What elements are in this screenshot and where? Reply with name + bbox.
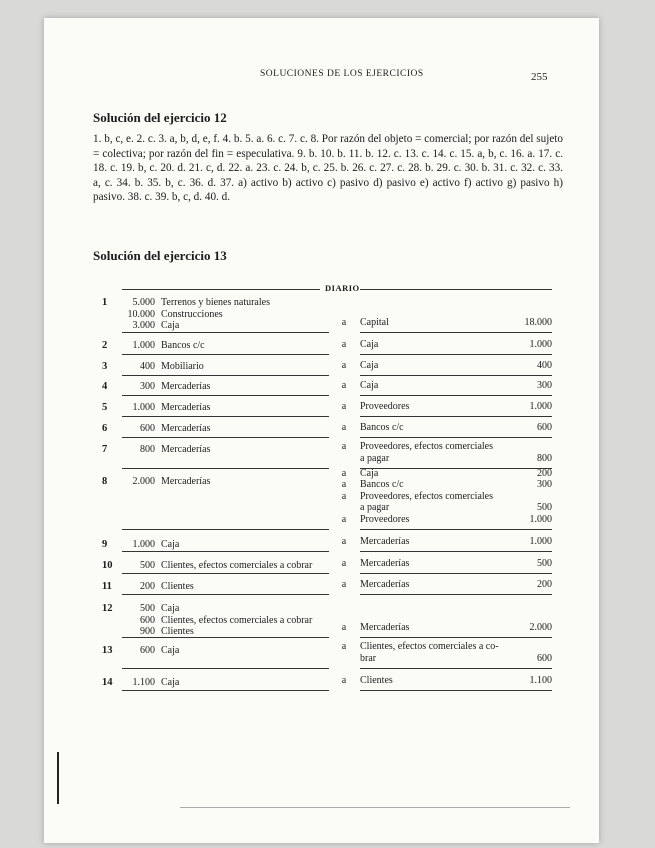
debit-line (122, 539, 330, 551)
entry-number: 13 (102, 645, 113, 656)
debit-lines (122, 297, 330, 332)
section-12-title: Solución del ejercicio 12 (93, 110, 227, 125)
debit-lines (122, 402, 330, 414)
credit-amount: 600 (537, 421, 552, 433)
credit-lines (360, 441, 552, 464)
debit-account: Mercaderías (161, 476, 211, 487)
credit-lines (360, 675, 552, 687)
credit-lines (360, 339, 552, 351)
entry-rule-right (360, 375, 552, 376)
credit-line (360, 422, 552, 434)
entry-rule-right (360, 529, 552, 530)
credit-account: a pagar (360, 452, 390, 464)
debit-amount: 10.000 (127, 308, 155, 320)
debit-account: Clientes, efectos comerciales a cobrar (161, 560, 313, 571)
credit-account: Bancos c/c (360, 421, 404, 433)
diario-rule-right (360, 289, 552, 290)
entry-number: 14 (102, 677, 113, 688)
entry-rule-left (122, 551, 329, 552)
debit-line (122, 560, 330, 572)
debit-line (122, 320, 330, 332)
debit-line (122, 361, 330, 373)
credit-account: a pagar (360, 502, 390, 513)
debit-account: Mobiliario (161, 361, 204, 372)
credit-account: Clientes, efectos comerciales a co- (360, 641, 499, 652)
debit-line (122, 581, 330, 593)
credit-lines (360, 579, 552, 591)
entry-rule-left (122, 668, 329, 669)
entry-rule-right (360, 354, 552, 355)
entry-rule-right (360, 416, 552, 417)
a-marker: a (341, 359, 347, 371)
credit-lines (360, 422, 552, 434)
entry-number: 1 (102, 297, 108, 308)
credit-line (360, 339, 552, 351)
debit-amount: 3.000 (132, 320, 155, 331)
section-12-answers (93, 132, 563, 205)
credit-amount: 400 (537, 359, 552, 371)
debit-line (122, 476, 330, 488)
debit-lines (122, 581, 330, 593)
page-number: 255 (531, 71, 548, 83)
debit-account: Caja (161, 677, 180, 688)
debit-amount: 5.000 (132, 297, 155, 308)
credit-line (360, 579, 552, 591)
debit-line (122, 615, 330, 627)
debit-amount: 400 (140, 361, 155, 372)
credit-account: Mercaderías (360, 578, 410, 590)
entry-number: 9 (102, 539, 108, 550)
credit-amount: 200 (537, 467, 552, 479)
entry-number: 5 (102, 402, 108, 413)
debit-account: Mercaderías (161, 444, 211, 455)
running-header: SOLUCIONES DE LOS EJERCICIOS (260, 69, 424, 79)
a-marker: a (341, 641, 347, 652)
credit-amount (507, 641, 552, 653)
debit-lines (122, 539, 330, 551)
entry-number: 2 (102, 340, 108, 351)
entry-rule-left (122, 437, 329, 438)
credit-line (360, 317, 552, 329)
debit-account: Caja (161, 603, 180, 614)
debit-lines (122, 423, 330, 435)
debit-lines (122, 476, 330, 488)
a-marker: a (341, 557, 347, 569)
debit-account: Clientes, efectos comerciales a cobrar (161, 614, 313, 626)
credit-account: Proveedores (360, 400, 410, 412)
entry-rule-left (122, 594, 329, 595)
entry-rule-right (360, 551, 552, 552)
entry-rule-right (360, 690, 552, 691)
debit-account: Clientes (161, 581, 194, 592)
debit-lines (122, 560, 330, 572)
debit-account: Mercaderías (161, 381, 211, 392)
credit-amount: 600 (537, 652, 552, 664)
debit-account: Clientes (161, 626, 194, 637)
entry-number: 7 (102, 444, 108, 455)
entry-rule-right (360, 668, 552, 669)
credit-lines (360, 536, 552, 548)
a-marker: a (341, 578, 347, 590)
debit-line (122, 677, 330, 689)
credit-amount: 300 (537, 379, 552, 391)
entry-rule-left (122, 395, 329, 396)
credit-amount (507, 491, 552, 503)
a-marker: a (341, 338, 347, 350)
credit-line (360, 380, 552, 392)
credit-line (360, 479, 552, 491)
credit-account: Capital (360, 317, 389, 328)
a-marker: a (341, 513, 347, 525)
debit-line (122, 444, 330, 456)
answers-text: 1. b, c, e. 2. c. 3. a, b, d, e, f. 4. b. 5. a. 6. c. 7. c. 8. Por razón del objeto = comercial; por razón del sujeto = colectiva; por razón del fin = especulativa. 9. b. 10. b. 11. b. 12. c. 13. c. 14. c. 15. a, b, c. 16. a. 17. c. 18. c. 19. b, c. 20. d. 21. c, d. 22. a. 23. c. 24. b, c. 25. b. 26. c. 27. c. 28. b. 29. c. 30. b. 31. c. 32. c. 33. a, c. 34. b. 35. b, c. 36. d. 37. a) activo b) activo c) pasivo d) pasivo e) activo f) activo g) pasivo h) pasivo. 38. c. 39. b, c, d. 40. d. (93, 133, 563, 204)
entry-rule-left (122, 416, 329, 417)
a-marker: a (341, 379, 347, 391)
debit-amount: 900 (140, 626, 155, 637)
credit-line (360, 401, 552, 413)
entry-rule-right (360, 395, 552, 396)
debit-amount: 500 (140, 560, 155, 571)
entry-number: 11 (102, 581, 112, 592)
entry-rule-left (122, 637, 329, 638)
a-marker: a (341, 621, 347, 633)
credit-account: Clientes (360, 674, 393, 686)
debit-account: Mercaderías (161, 423, 211, 434)
a-marker: a (341, 400, 347, 412)
debit-amount: 1.000 (132, 340, 155, 351)
credit-line (360, 653, 552, 665)
credit-account: Proveedores (360, 513, 410, 525)
credit-amount: 200 (537, 578, 552, 590)
debit-account: Terrenos y bienes naturales (161, 297, 270, 308)
credit-line (360, 675, 552, 687)
debit-lines (122, 603, 330, 638)
debit-lines (122, 677, 330, 689)
diario-rule-left (122, 289, 320, 290)
a-marker: a (341, 467, 347, 479)
entry-rule-right (360, 637, 552, 638)
credit-line (360, 468, 552, 480)
credit-line (360, 558, 552, 570)
debit-amount: 1.000 (132, 539, 155, 550)
entry-rule-right (360, 332, 552, 333)
credit-lines (360, 380, 552, 392)
debit-lines (122, 444, 330, 456)
debit-amount: 800 (140, 444, 155, 455)
credit-account: Caja (360, 467, 379, 479)
entry-rule-left (122, 690, 329, 691)
debit-amount: 300 (140, 381, 155, 392)
credit-line (360, 641, 552, 653)
entry-rule-left (122, 573, 329, 574)
margin-mark (57, 752, 59, 804)
credit-lines (360, 641, 552, 664)
credit-line (360, 502, 552, 514)
section-13-title: Solución del ejercicio 13 (93, 248, 227, 263)
debit-amount: 600 (140, 614, 155, 626)
credit-amount (507, 441, 552, 453)
entry-rule-left (122, 375, 329, 376)
diario-label: DIARIO (325, 283, 360, 293)
debit-amount: 500 (140, 603, 155, 614)
entry-rule-right (360, 594, 552, 595)
entry-rule-left (122, 468, 329, 469)
credit-amount: 300 (537, 479, 552, 490)
debit-account: Caja (161, 645, 180, 656)
debit-account: Caja (161, 539, 180, 550)
credit-account: brar (360, 652, 377, 664)
credit-line (360, 536, 552, 548)
debit-line (122, 645, 330, 657)
entry-number: 8 (102, 476, 108, 487)
debit-amount: 200 (140, 581, 155, 592)
debit-line (122, 423, 330, 435)
debit-lines (122, 381, 330, 393)
debit-line (122, 603, 330, 615)
credit-line (360, 453, 552, 465)
credit-account: Mercaderías (360, 621, 410, 633)
debit-amount: 1.100 (132, 677, 155, 688)
credit-account: Caja (360, 379, 379, 391)
debit-lines (122, 340, 330, 352)
debit-line (122, 626, 330, 638)
entry-rule-left (122, 529, 329, 530)
credit-amount: 1.000 (529, 338, 552, 350)
credit-account: Bancos c/c (360, 479, 404, 490)
credit-amount: 500 (537, 502, 552, 513)
debit-line (122, 340, 330, 352)
credit-amount: 1.000 (529, 400, 552, 412)
debit-account: Caja (161, 320, 180, 331)
credit-account: Mercaderías (360, 557, 410, 569)
entry-number: 12 (102, 603, 113, 614)
credit-account: Caja (360, 359, 379, 371)
credit-account: Proveedores, efectos comerciales (360, 441, 493, 452)
entry-number: 4 (102, 381, 108, 392)
debit-line (122, 381, 330, 393)
entry-rule-right (360, 573, 552, 574)
credit-account: Caja (360, 338, 379, 350)
debit-lines (122, 361, 330, 373)
a-marker: a (341, 479, 347, 490)
credit-account: Mercaderías (360, 535, 410, 547)
entry-rule-left (122, 354, 329, 355)
debit-account: Mercaderías (161, 402, 211, 413)
credit-lines (360, 401, 552, 413)
credit-amount: 800 (537, 452, 552, 464)
credit-line (360, 622, 552, 634)
credit-amount: 1.000 (529, 513, 552, 525)
debit-amount: 1.000 (132, 402, 155, 413)
entry-rule-right (360, 437, 552, 438)
a-marker: a (341, 535, 347, 547)
credit-amount: 1.000 (529, 535, 552, 547)
credit-line (360, 514, 552, 526)
debit-amount: 600 (140, 645, 155, 656)
credit-lines (360, 558, 552, 570)
credit-amount: 18.000 (524, 317, 552, 328)
credit-lines (360, 468, 552, 526)
a-marker: a (341, 441, 347, 452)
credit-lines (360, 317, 552, 329)
a-marker: a (341, 317, 347, 328)
entry-number: 6 (102, 423, 108, 434)
credit-line (360, 491, 552, 503)
debit-amount: 2.000 (132, 476, 155, 487)
credit-lines (360, 622, 552, 634)
debit-line (122, 297, 330, 309)
credit-line (360, 441, 552, 453)
a-marker: a (341, 674, 347, 686)
entry-number: 10 (102, 560, 113, 571)
debit-lines (122, 645, 330, 657)
bottom-edge (180, 807, 570, 808)
a-marker: a (341, 421, 347, 433)
debit-account: Bancos c/c (161, 340, 205, 351)
credit-amount: 2.000 (529, 621, 552, 633)
debit-amount: 600 (140, 423, 155, 434)
debit-line (122, 309, 330, 321)
entry-rule-left (122, 332, 329, 333)
a-marker: a (341, 490, 347, 502)
debit-line (122, 402, 330, 414)
credit-account: Proveedores, efectos comerciales (360, 490, 493, 502)
entry-number: 3 (102, 361, 108, 372)
credit-amount: 500 (537, 557, 552, 569)
credit-lines (360, 360, 552, 372)
credit-amount: 1.100 (529, 674, 552, 686)
credit-line (360, 360, 552, 372)
debit-account: Construcciones (161, 308, 223, 320)
